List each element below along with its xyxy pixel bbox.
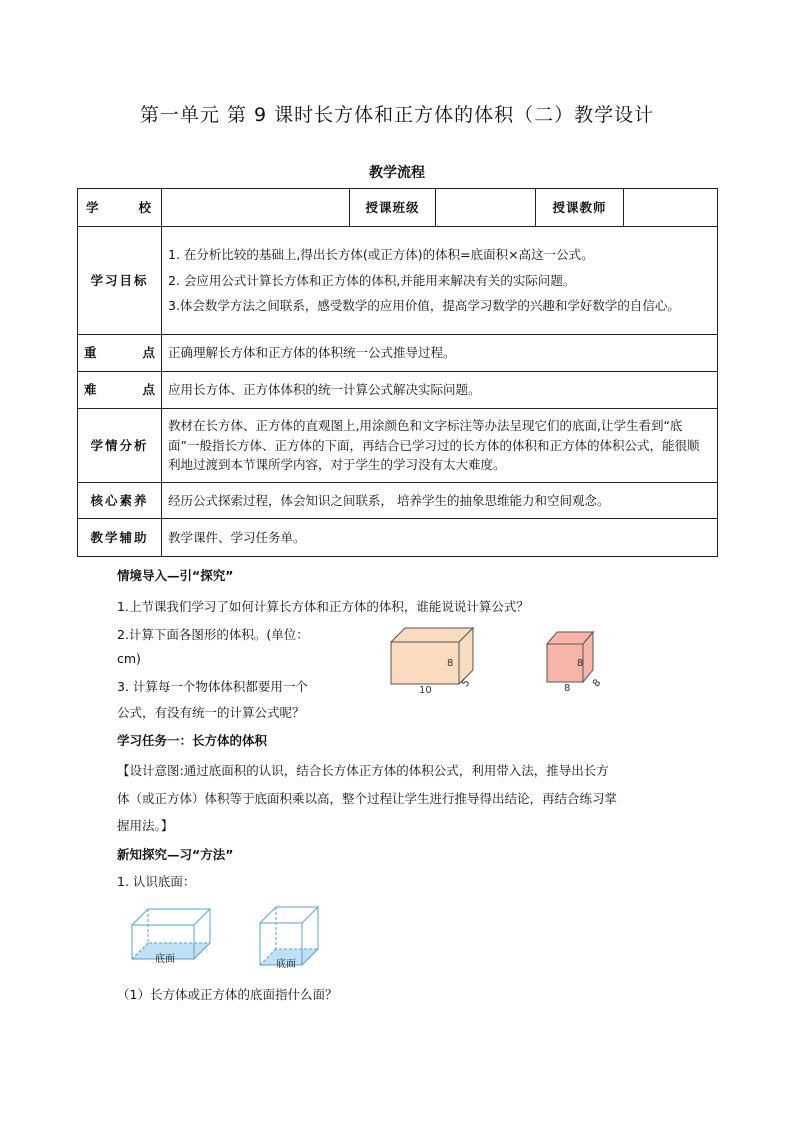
school-value <box>162 189 350 227</box>
cube-figure <box>547 632 593 682</box>
step-1-text: 1. 认识底面： <box>117 874 196 889</box>
table-row <box>78 227 718 335</box>
cube-edge-label: 8 <box>577 658 584 669</box>
intro-question-3-cont: 公式，有没有统一的计算公式呢？ <box>117 705 305 720</box>
table-row <box>78 335 718 372</box>
cube-top-edges <box>260 907 318 923</box>
base-label-cube: 底面 <box>276 959 296 970</box>
table-row <box>78 372 718 409</box>
aid-label: 教学辅助 <box>78 519 162 557</box>
design-intent-line: 【设计意图:通过底面积的认识，结合长方体正方体的体积公式，利用带入法，推导出长方 <box>117 763 609 778</box>
table-row <box>78 483 718 519</box>
goals-label: 学习目标 <box>78 227 162 335</box>
intro-question-2: 2.计算下面各图形的体积。(单位： <box>117 627 309 642</box>
key-text: 正确理解长方体和正方体的体积统一公式推导过程。 <box>162 335 718 372</box>
cuboid-length-label: 10 <box>419 685 432 696</box>
analysis-label: 学情分析 <box>78 409 162 483</box>
goal-item: 1. 在分析比较的基础上,得出长方体(或正方体)的体积=底面积×高这一公式。 <box>168 247 594 263</box>
class-label: 授课班级 <box>350 189 436 227</box>
cube-side-label: 8 <box>590 677 604 690</box>
table-row <box>78 519 718 557</box>
table-row <box>78 189 718 227</box>
school-label: 学 校 <box>78 189 162 227</box>
core-label: 核心素养 <box>78 483 162 519</box>
cube-bottom-label: 8 <box>564 683 571 694</box>
teacher-value <box>624 189 718 227</box>
class-value <box>436 189 536 227</box>
document-title: 第一单元 第 9 课时长方体和正方体的体积（二）教学设计 <box>139 104 655 126</box>
section-title: 教学流程 <box>369 165 425 181</box>
goal-item: 2. 会应用公式计算长方体和正方体的体积,并能用来解决有关的实际问题。 <box>168 272 576 288</box>
intro-question-1: 1.上节课我们学习了如何计算长方体和正方体的体积，谁能说说计算公式？ <box>117 599 529 614</box>
cuboid-figure <box>391 628 473 684</box>
base-label-cuboid: 底面 <box>155 954 175 965</box>
difficult-text: 应用长方体、正方体体积的统一计算公式解决实际问题。 <box>162 372 718 409</box>
cuboid-width-label: 5 <box>459 677 473 690</box>
design-intent-line: 握用法。】 <box>117 818 174 833</box>
goal-item: 3.体会数学方法之间联系，感受数学的应用价值，提高学习数学的兴趣和学好数学的自信心。 <box>168 298 680 314</box>
aid-text: 教学课件、学习任务单。 <box>162 519 718 557</box>
key-label: 重 点 <box>78 335 162 372</box>
cuboid-hidden-edges <box>148 909 210 943</box>
core-text: 经历公式探索过程，体会知识之间联系， 培养学生的抽象思维能力和空间观念。 <box>162 483 718 519</box>
intro-question-2-unit: cm) <box>117 651 141 666</box>
sub-question-1: （1）长方体或正方体的底面指什么面？ <box>117 987 338 1002</box>
table-row <box>78 409 718 483</box>
cuboid-height-label: 8 <box>447 658 454 669</box>
teacher-label: 授课教师 <box>536 189 624 227</box>
design-intent-line: 体（或正方体）体积等于底面积乘以高，整个过程让学生进行推导得出结论，再结合练习掌 <box>117 791 618 806</box>
cuboid-top-edges <box>132 909 210 925</box>
intro-question-3: 3. 计算每一个物体体积都要用一个 <box>117 679 308 694</box>
difficult-label: 难 点 <box>78 372 162 409</box>
goals-cell <box>162 227 718 335</box>
intro-heading: 情境导入—引“探究” <box>117 568 234 583</box>
task1-heading: 学习任务一：长方体的体积 <box>117 733 268 748</box>
lesson-plan-table <box>77 188 718 557</box>
analysis-text: 教材在长方体、正方体的直观图上,用涂颜色和文字标注等办法呈现它们的底面,让学生看到“底面”一般指长方体、正方体的下面，再结合已学习过的长方体的体积和正方体的体积公式，能很顺利地过渡到本节课所学内容，对于学生的学习没有太大难度。 <box>162 409 718 483</box>
new-knowledge-heading: 新知探究—习“方法” <box>117 847 234 862</box>
